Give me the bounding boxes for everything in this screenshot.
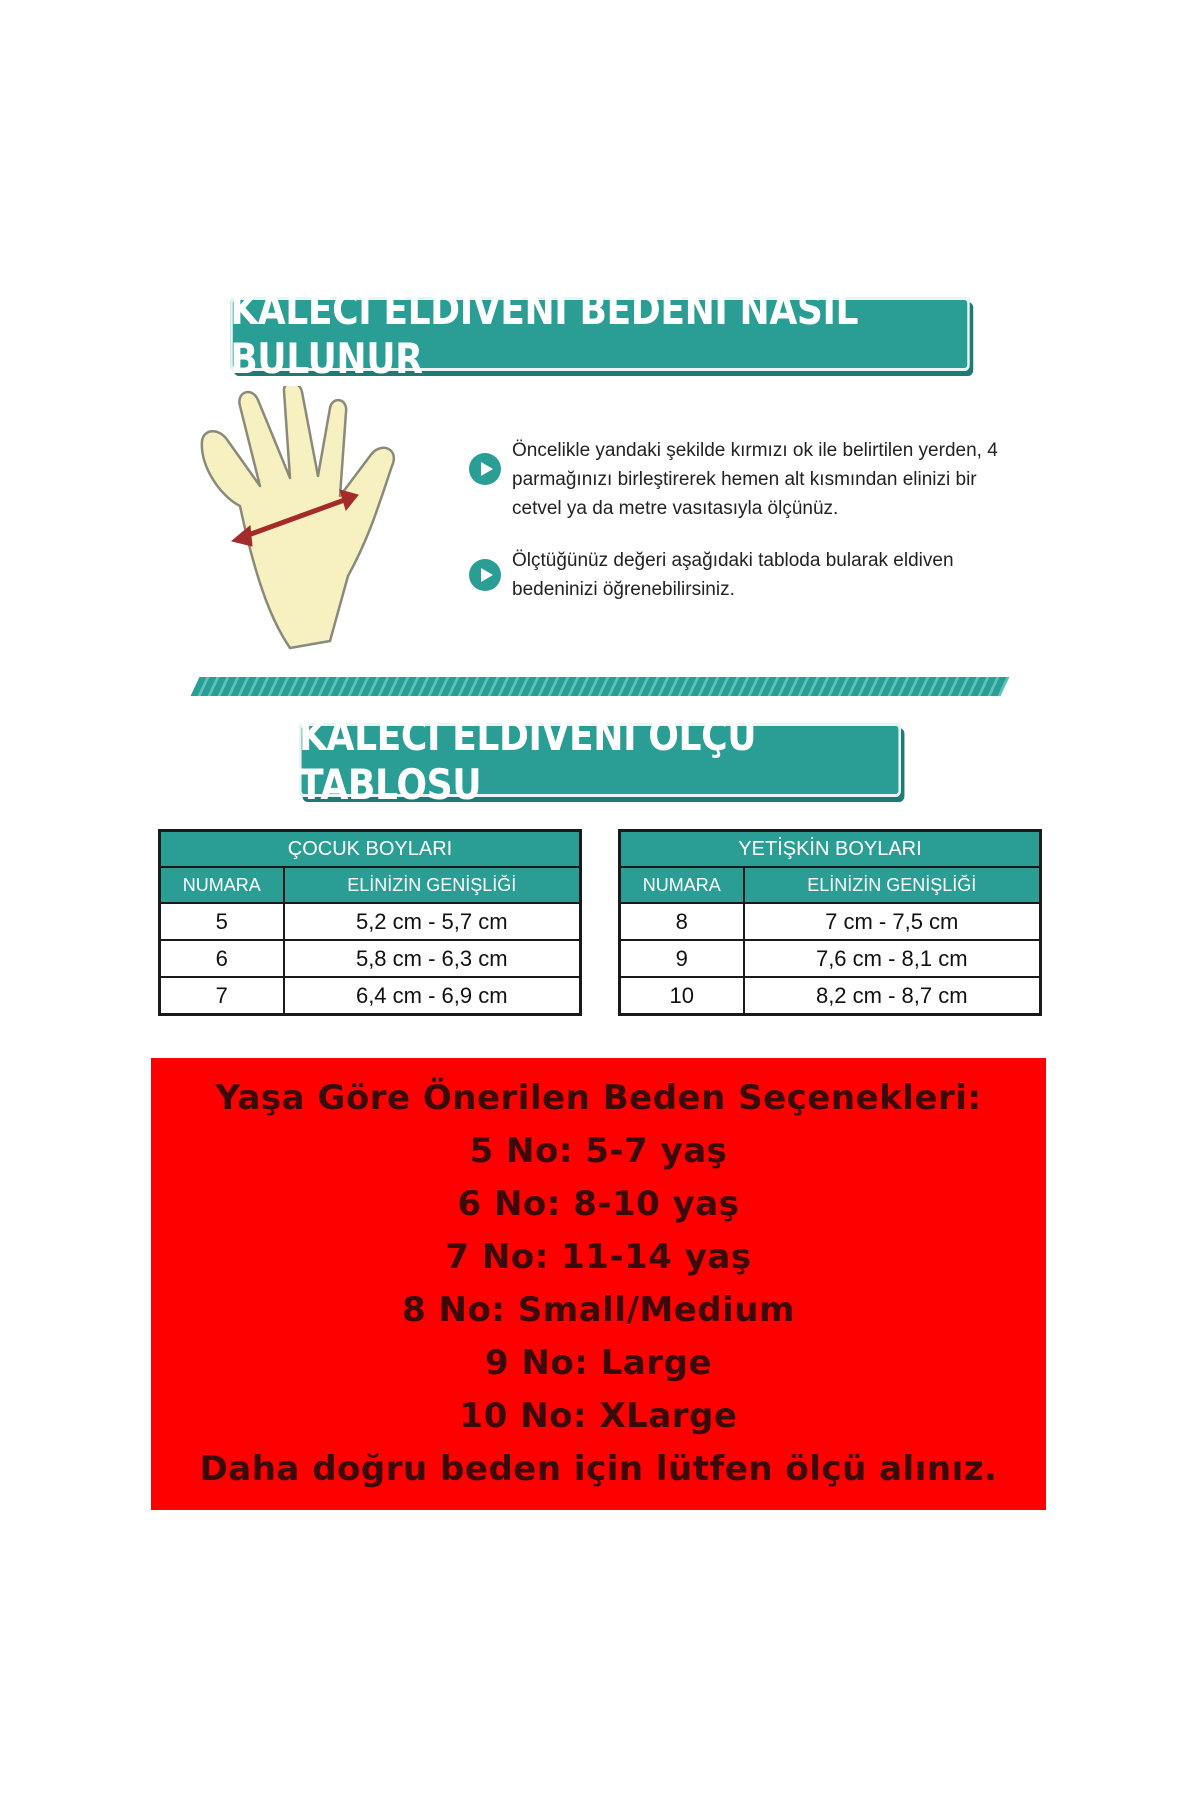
- child-table-group: ÇOCUK BOYLARI: [160, 831, 581, 868]
- recommendation-line: 9 No: Large: [484, 1343, 712, 1383]
- adult-col-width: ELİNİZİN GENİŞLİĞİ: [744, 867, 1041, 903]
- child-col-number: NUMARA: [160, 867, 284, 903]
- table-row: [160, 903, 581, 940]
- table-title-banner: [299, 711, 901, 809]
- table-row: [620, 940, 1041, 977]
- title-banner: [230, 285, 970, 383]
- play-icon: [468, 558, 502, 592]
- recommendation-heading: Yaşa Göre Önerilen Beden Seçenekleri:: [215, 1078, 982, 1118]
- adult-size-table: [618, 829, 1042, 1016]
- size-number: 10: [620, 977, 744, 1015]
- child-col-width: ELİNİZİN GENİŞLİĞİ: [284, 867, 581, 903]
- instruction-1: Öncelikle yandaki şekilde kırmızı ok ile belirtilen yerden, 4 parmağınızı birleştirerek hemen alt kısmından elinizi bir cetvel ya da metre vasıtasıyla ölçünüz.: [512, 440, 998, 519]
- instruction-2: Ölçtüğünüz değeri aşağıdaki tabloda bularak eldiven bedeninizi öğrenebilirsiniz.: [512, 550, 954, 600]
- table-title-text: KALECİ ELDİVENİ ÖLÇÜ TABLOSU: [299, 711, 757, 809]
- adult-table-group: YETİŞKİN BOYLARI: [620, 831, 1041, 868]
- title-text: KALECİ ELDİVENİ BEDENİ NASIL BULUNUR: [230, 285, 859, 383]
- table-row: [620, 977, 1041, 1015]
- table-row: [160, 940, 581, 977]
- child-size-table: [158, 829, 582, 1016]
- recommendation-line: 8 No: Small/Medium: [402, 1290, 795, 1330]
- recommendation-line: 7 No: 11-14 yaş: [445, 1237, 752, 1277]
- adult-col-number: NUMARA: [620, 867, 744, 903]
- size-number: 8: [620, 903, 744, 940]
- recommendation-line: 6 No: 8-10 yaş: [457, 1184, 740, 1224]
- recommendation-line: 10 No: XLarge: [459, 1396, 738, 1436]
- size-number: 7: [160, 977, 284, 1015]
- table-row: [160, 977, 581, 1015]
- table-row: [620, 903, 1041, 940]
- size-number: 6: [160, 940, 284, 977]
- size-number: 5: [160, 903, 284, 940]
- recommendation-footer: Daha doğru beden için lütfen ölçü alınız.: [199, 1449, 998, 1489]
- hand-width: 6,4 cm - 6,9 cm: [284, 977, 581, 1015]
- size-number: 9: [620, 940, 744, 977]
- hand-illustration: [180, 386, 440, 666]
- divider-stripe: [191, 677, 1010, 696]
- hand-width: 7 cm - 7,5 cm: [744, 903, 1041, 940]
- hand-width: 7,6 cm - 8,1 cm: [744, 940, 1041, 977]
- hand-width: 8,2 cm - 8,7 cm: [744, 977, 1041, 1015]
- hand-width: 5,8 cm - 6,3 cm: [284, 940, 581, 977]
- recommendation-line: 5 No: 5-7 yaş: [469, 1131, 728, 1171]
- hand-width: 5,2 cm - 5,7 cm: [284, 903, 581, 940]
- age-recommendation-box: [151, 1058, 1046, 1510]
- play-icon: [468, 452, 502, 486]
